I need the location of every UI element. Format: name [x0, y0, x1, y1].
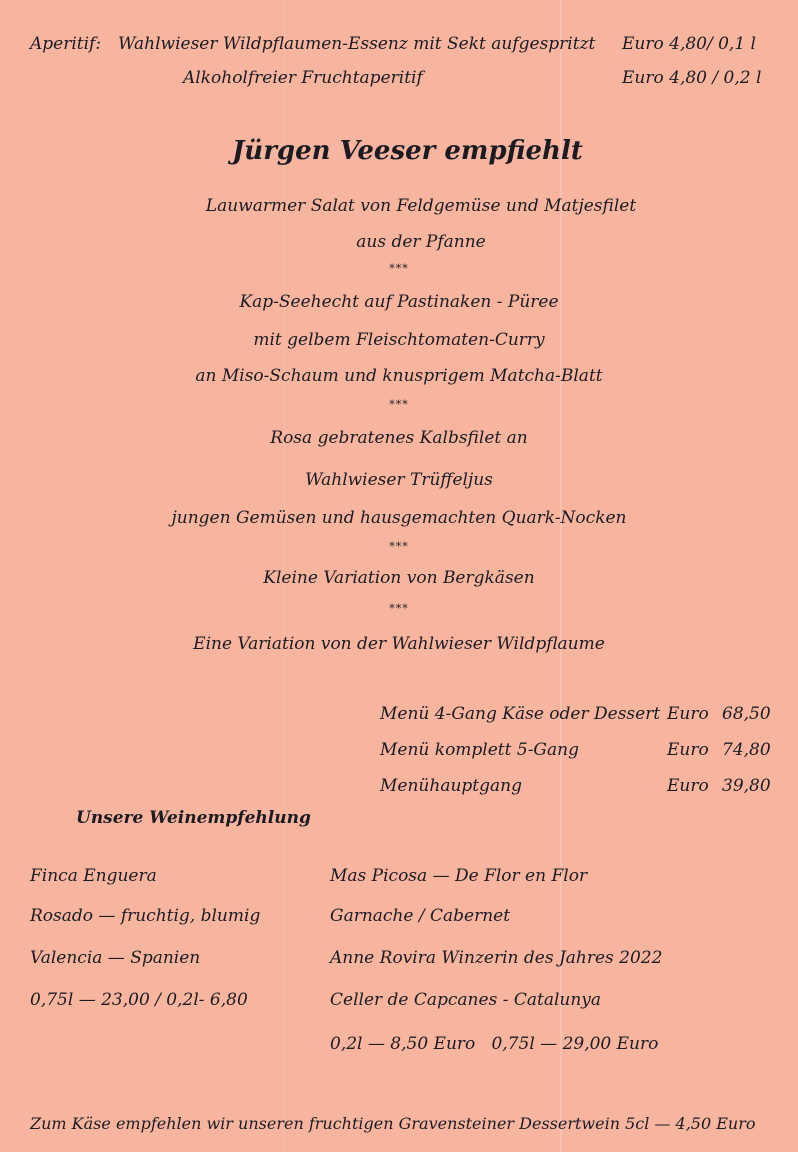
wine-right-line: Celler de Capcanes - Catalunya [330, 990, 602, 1010]
aperitif-item-price: Euro 4,80 / 0,2 l [622, 68, 762, 88]
course-line: Kleine Variation von Bergkäsen [263, 568, 535, 588]
wine-left-line: Rosado — fruchtig, blumig [30, 906, 261, 926]
menu-price-label: Menü 4-Gang Käse oder Dessert [380, 704, 661, 724]
menu-price-label: Menü komplett 5-Gang [380, 740, 579, 760]
menu-price-currency: Euro [667, 704, 709, 724]
menu-price-amount: 74,80 [722, 740, 771, 760]
aperitif-item-name: Wahlwieser Wildpflaumen-Essenz mit Sekt aufgespritzt [118, 34, 596, 54]
course-line: Wahlwieser Trüffeljus [305, 470, 493, 490]
wine-left-line: Finca Enguera [30, 866, 157, 886]
course-line: an Miso-Schaum und knusprigem Matcha-Blatt [195, 366, 603, 386]
menu-price-label: Menühauptgang [380, 776, 522, 796]
wine-right-line: Mas Picosa — De Flor en Flor [330, 866, 588, 886]
course-separator: *** [389, 398, 409, 411]
course-line: Kap-Seehecht auf Pastinaken - Püree [239, 292, 559, 312]
wine-right-line: Anne Rovira Winzerin des Jahres 2022 [330, 948, 663, 968]
menu-price-amount: 68,50 [722, 704, 771, 724]
aperitif-item-price: Euro 4,80/ 0,1 l [622, 34, 756, 54]
course-line: Eine Variation von der Wahlwieser Wildpflaume [193, 634, 605, 654]
wine-heading: Unsere Weinempfehlung [76, 808, 311, 828]
course-separator: *** [389, 602, 409, 615]
course-separator: *** [389, 540, 409, 553]
aperitif-item-name: Alkoholfreier Fruchtaperitif [183, 68, 423, 88]
wine-right-line: 0,2l — 8,50 Euro 0,75l — 29,00 Euro [330, 1034, 659, 1054]
course-line: aus der Pfanne [356, 232, 486, 252]
course-separator: *** [389, 262, 409, 275]
footer-note: Zum Käse empfehlen wir unseren fruchtigen Gravensteiner Dessertwein 5cl — 4,50 Euro [30, 1114, 756, 1133]
course-line: Rosa gebratenes Kalbsfilet an [270, 428, 528, 448]
wine-right-line: Garnache / Cabernet [330, 906, 511, 926]
wine-left-line: 0,75l — 23,00 / 0,2l- 6,80 [30, 990, 248, 1010]
menu-title: Jürgen Veeser empfiehlt [232, 136, 583, 166]
menu-price-currency: Euro [667, 776, 709, 796]
course-line: Lauwarmer Salat von Feldgemüse und Matjesfilet [205, 196, 637, 216]
course-line: jungen Gemüsen und hausgemachten Quark-Nocken [171, 508, 627, 528]
course-line: mit gelbem Fleischtomaten-Curry [253, 330, 545, 350]
menu-price-amount: 39,80 [722, 776, 771, 796]
menu-price-currency: Euro [667, 740, 709, 760]
aperitif-label: Aperitif: [30, 34, 102, 54]
wine-left-line: Valencia — Spanien [30, 948, 201, 968]
